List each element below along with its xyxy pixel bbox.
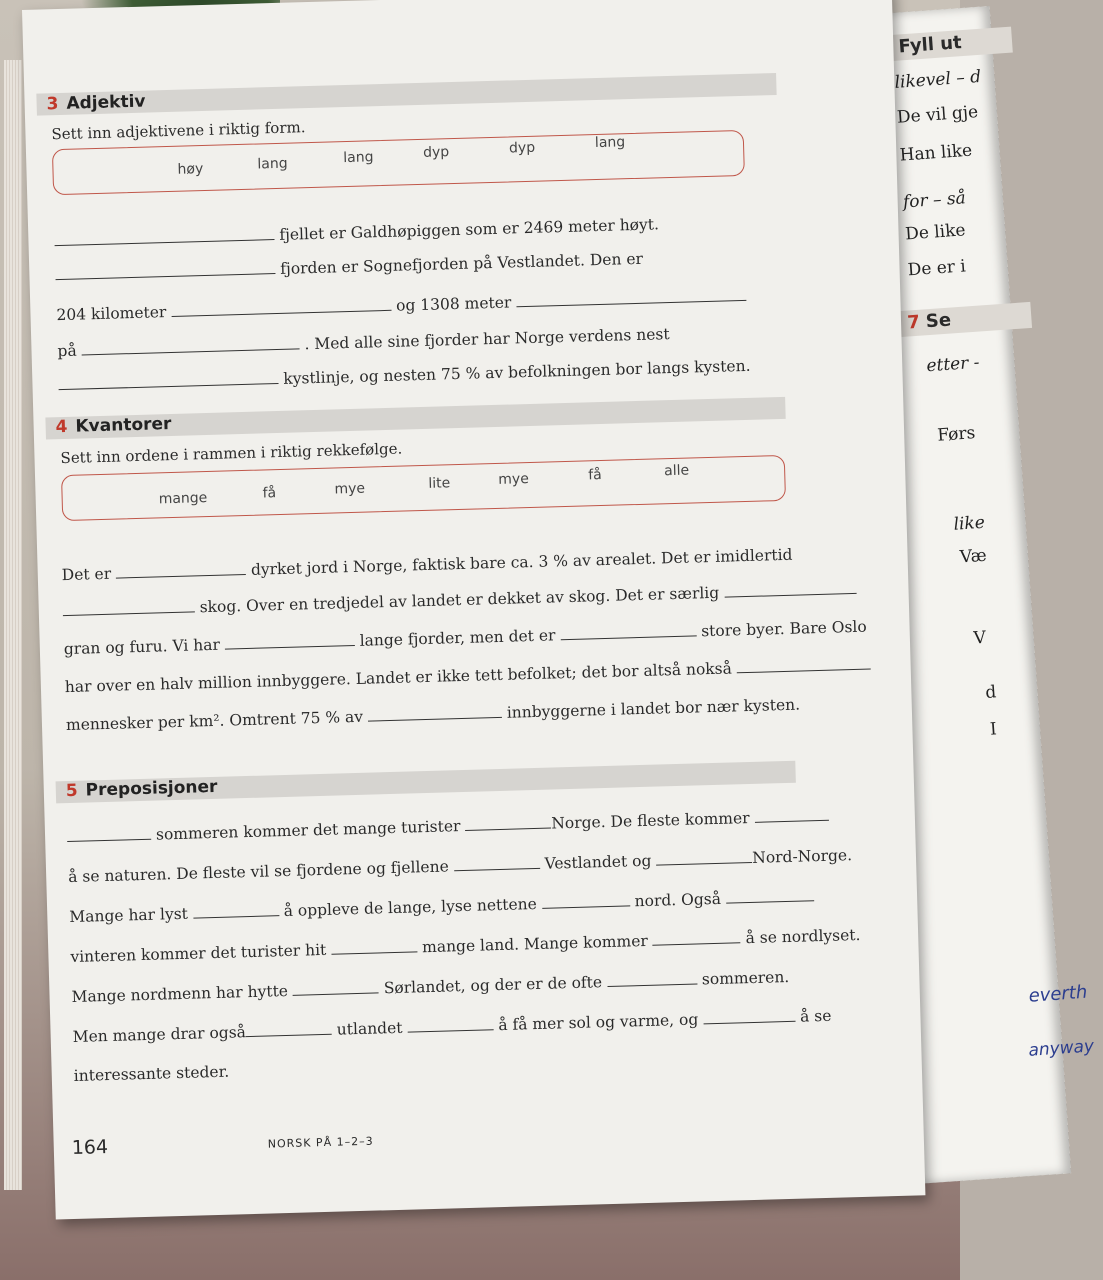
word-option: mye: [498, 471, 530, 488]
page-number: 164: [71, 1136, 109, 1160]
sentence-text: Det er: [61, 564, 112, 585]
workbook-page: [22, 0, 925, 1220]
exercise-line: [62, 545, 793, 584]
answer-blank[interactable]: [63, 597, 195, 616]
word-option: lang: [257, 155, 288, 173]
exercise-line: [64, 617, 867, 658]
sentence-text: Norge. De fleste kommer: [551, 809, 750, 833]
answer-blank[interactable]: [726, 886, 814, 903]
sentence-text: store byer. Bare Oslo: [700, 617, 867, 641]
sentence-text: interessante steder.: [73, 1062, 230, 1085]
exercise-line: [57, 324, 670, 360]
text-line: for – så: [902, 188, 967, 213]
text-line: Han like: [899, 140, 973, 166]
text-line: like: [952, 512, 986, 535]
exercise-line: [54, 214, 659, 250]
text-line: V: [972, 627, 987, 649]
answer-blank[interactable]: [407, 1015, 493, 1032]
answer-blank[interactable]: [453, 854, 539, 871]
exercise-line: [72, 1006, 831, 1046]
text-line: De vil gje: [896, 102, 979, 128]
exercise-line: [66, 695, 801, 734]
sentence-text: mange land. Mange kommer: [421, 931, 649, 957]
page-edges: [4, 60, 22, 1190]
answer-blank[interactable]: [560, 621, 696, 640]
word-box: [61, 455, 786, 521]
answer-blank[interactable]: [331, 937, 417, 954]
book-title: NORSK PÅ 1–2–3: [267, 1134, 374, 1151]
exercise-line: [58, 356, 751, 394]
sentence-text: nord. Også: [634, 889, 722, 911]
sentence-text: og 1308 meter: [395, 293, 512, 315]
answer-blank[interactable]: [293, 978, 379, 995]
exercise-line: [65, 655, 871, 697]
word-option: dyp: [508, 139, 536, 157]
section-title: Preposisjoner: [85, 776, 218, 801]
answer-blank[interactable]: [58, 369, 278, 390]
exercise-line: [67, 806, 829, 846]
answer-blank[interactable]: [368, 703, 502, 722]
section-7-heading: [907, 310, 952, 334]
word-option: dyp: [422, 144, 450, 161]
sentence-text: Vestlandet og: [544, 851, 652, 873]
word-option: få: [262, 485, 277, 502]
answer-blank[interactable]: [54, 225, 274, 246]
exercise-line: [55, 249, 643, 284]
section-3-heading: [46, 92, 145, 115]
exercise-line: [74, 1063, 230, 1085]
sentence-text: Mange nordmenn har hytte: [71, 981, 289, 1006]
section-band: [36, 73, 776, 116]
section-title: Fyll ut: [897, 32, 963, 58]
sentence-text: skog. Over en tredjedel av landet er dekket av skog. Det er særlig: [199, 583, 720, 617]
word-option: mye: [334, 480, 366, 498]
answer-blank[interactable]: [541, 891, 629, 908]
exercise-line: [71, 967, 789, 1006]
sentence-text: å oppleve de lange, lyse nettene: [283, 894, 538, 921]
sentence-text: sommeren kommer det mange turister: [155, 817, 461, 844]
word-option: få: [587, 466, 602, 484]
exercise-line: [56, 286, 746, 324]
text-line: likevel – d: [893, 66, 982, 93]
sentence-text: fjellet er Galdhøpiggen som er 2469 meter høyt.: [279, 215, 660, 244]
word-option: lite: [428, 475, 451, 492]
exercise-line: [69, 886, 814, 926]
text-line: etter -: [925, 352, 981, 377]
word-option: lang: [594, 134, 626, 152]
sentence-text: mennesker per km². Omtrent 75 % av: [65, 707, 364, 735]
section-5-heading: [66, 777, 218, 801]
answer-blank[interactable]: [81, 334, 299, 355]
section-number: 4: [55, 416, 68, 438]
section-title: Adjektiv: [66, 91, 146, 114]
answer-blank[interactable]: [724, 579, 856, 598]
exercise-line: [68, 845, 852, 886]
answer-blank[interactable]: [754, 806, 828, 823]
answer-blank[interactable]: [737, 655, 871, 674]
text-line: Førs: [936, 423, 976, 446]
handwritten-note: everth: [1027, 981, 1088, 1007]
answer-blank[interactable]: [516, 286, 746, 307]
answer-blank[interactable]: [193, 901, 279, 918]
exercise-line: [70, 925, 860, 966]
sentence-text: vinteren kommer det turister hit: [70, 940, 327, 967]
section-title: Kvantorer: [75, 413, 172, 437]
word-option: mange: [158, 490, 208, 508]
answer-blank[interactable]: [703, 1007, 795, 1025]
sentence-text: utlandet: [336, 1018, 403, 1039]
text-line: De er i: [907, 256, 967, 281]
sentence-text: dyrket jord i Norge, faktisk bare ca. 3 % av arealet. Det er imidlertid: [250, 545, 793, 579]
text-line: Væ: [959, 545, 988, 568]
sentence-text: å se nordlyset.: [745, 925, 861, 948]
section-number: 5: [65, 780, 78, 802]
word-option: høy: [177, 161, 204, 178]
instruction: Sett inn adjektivene i riktig form.: [51, 118, 306, 144]
answer-blank[interactable]: [116, 560, 246, 579]
sentence-text: 204 kilometer: [56, 303, 167, 325]
sentence-text: gran og furu. Vi har: [63, 635, 221, 659]
section-4-heading: [55, 414, 171, 437]
sentence-text: innbyggerne i landet bor nær kysten.: [506, 695, 801, 722]
sentence-text: kystlinje, og nesten 75 % av befolkningen bor langs kysten.: [283, 356, 751, 388]
answer-blank[interactable]: [652, 928, 740, 945]
text-line: d: [984, 682, 997, 703]
sentence-text: å få mer sol og varme, og: [498, 1010, 699, 1035]
section-title: Se: [925, 309, 952, 333]
exercise-line: [63, 579, 857, 620]
text-line: De like: [904, 220, 967, 245]
sentence-text: Mange har lyst: [69, 904, 189, 927]
sentence-text: på: [57, 341, 77, 361]
handwritten-note: anyway: [1027, 1036, 1095, 1061]
answer-blank[interactable]: [67, 825, 151, 842]
sentence-text: å se naturen. De fleste vil se fjordene og fjellene: [67, 857, 449, 887]
answer-blank[interactable]: [607, 970, 697, 988]
answer-blank[interactable]: [465, 814, 551, 831]
sentence-text: Sørlandet, og der er de ofte: [383, 973, 603, 998]
answer-blank[interactable]: [171, 296, 391, 317]
sentence-text: Nord-Norge.: [751, 846, 853, 867]
sentence-text: å se: [799, 1006, 832, 1026]
section-number: 3: [46, 94, 59, 115]
word-option: lang: [343, 149, 374, 167]
sentence-text: fjorden er Sognefjorden på Vestlandet. Den er: [280, 249, 644, 278]
sentence-text: Men mange drar også: [72, 1023, 247, 1046]
word-option: alle: [663, 462, 690, 480]
instruction: Sett inn ordene i rammen i riktig rekkefølge.: [60, 439, 403, 468]
answer-blank[interactable]: [656, 848, 752, 866]
answer-blank[interactable]: [55, 259, 275, 280]
sentence-text: har over en halv million innbyggere. Landet er ikke tett befolket; det bor altså nokså: [64, 659, 733, 697]
section-number: 7: [906, 311, 921, 334]
sentence-text: sommeren.: [701, 967, 790, 989]
sentence-text: . Med alle sine fjorder har Norge verdens nest: [304, 325, 670, 354]
answer-blank[interactable]: [225, 631, 355, 650]
sentence-text: lange fjorder, men det er: [359, 626, 556, 650]
text-line: I: [989, 719, 998, 740]
answer-blank[interactable]: [246, 1020, 332, 1037]
